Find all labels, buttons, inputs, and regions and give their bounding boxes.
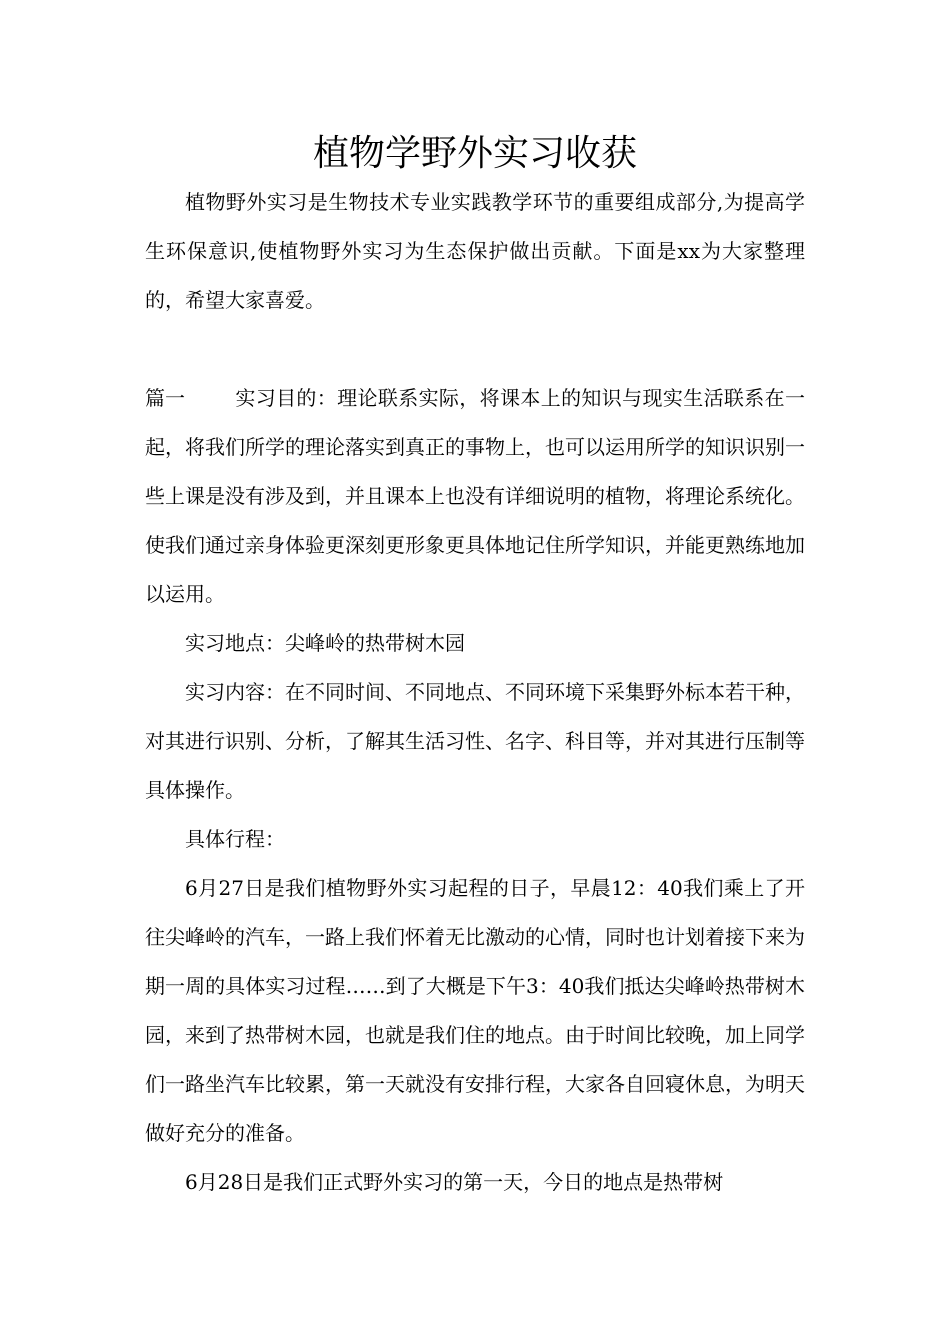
day-one-paragraph: 6月27日是我们植物野外实习起程的日子，早晨12：40我们乘上了开往尖峰岭的汽车，一路上我们怀着无比激动的心情，同时也计划着接下来为期一周的具体实习过程……到了大概是下午3：40我们抵达尖峰岭热带树木园，来到了热带树木园，也就是我们住的地点。由于时间比较晚，加上同学们一路坐汽车比较累，第一天就没有安排行程，大家各自回寝休息，为明天做好充分的准备。: [145, 876, 805, 1145]
paragraph-gap: [145, 325, 805, 374]
location-paragraph: 实习地点：尖峰岭的热带树木园: [185, 631, 465, 655]
section-one-paragraph: [145, 374, 805, 619]
section-label: 篇一: [145, 386, 185, 410]
purpose-text: 实习目的：理论联系实际，将课本上的知识与现实生活联系在一起，将我们所学的理论落实到真正的事物上，也可以运用所学的知识识别一些上课是没有涉及到，并且课本上也没有详细说明的植物，将理论系统化。使我们通过亲身体验更深刻更形象更具体地记住所学知识，并能更熟练地加以运用。: [145, 386, 805, 606]
day-two-paragraph: 6月28日是我们正式野外实习的第一天，今日的地点是热带树: [185, 1170, 724, 1194]
document-title: 植物学野外实习收获: [312, 133, 637, 174]
schedule-heading: 具体行程：: [185, 827, 285, 851]
content-paragraph: 实习内容：在不同时间、不同地点、不同环境下采集野外标本若干种，对其进行识别、分析，了解其生活习性、名字、科目等，并对其进行压制等具体操作。: [145, 680, 805, 802]
intro-paragraph: 植物野外实习是生物技术专业实践教学环节的重要组成部分,为提高学生环保意识,使植物野外实习为生态保护做出贡献。下面是xx为大家整理的，希望大家喜爱。: [145, 190, 805, 312]
document-body: [145, 178, 805, 1207]
